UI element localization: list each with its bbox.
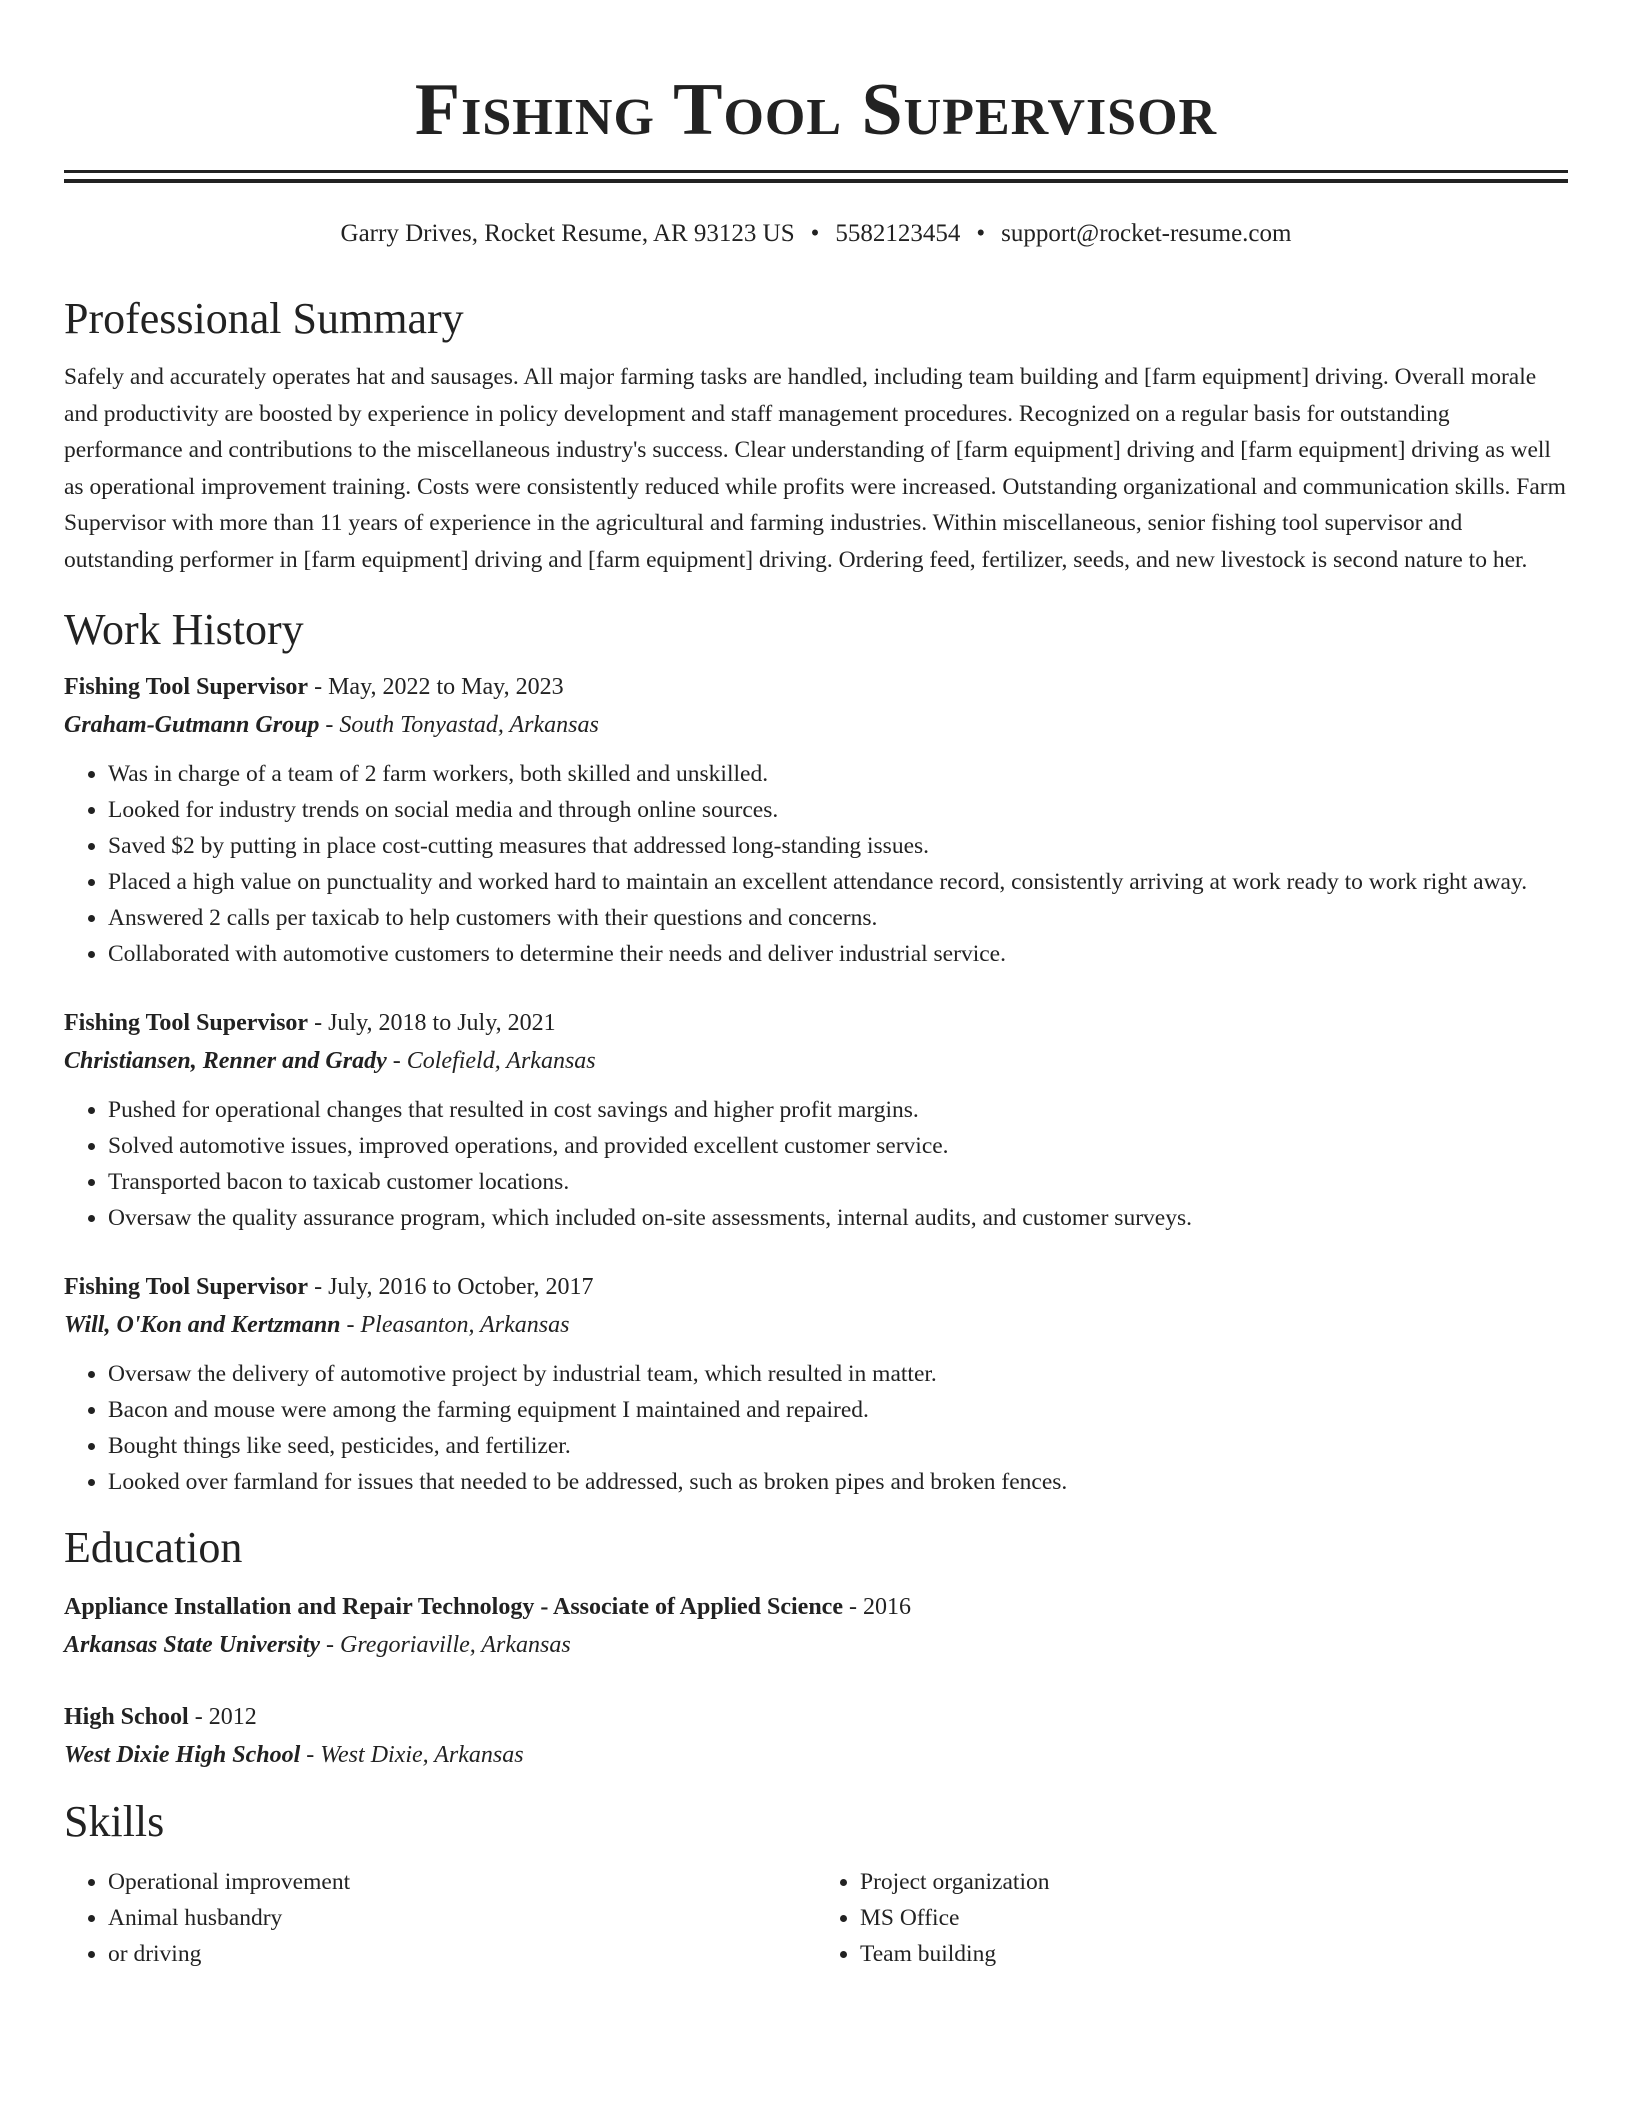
list-item: • Oversaw the quality assurance program, which included on-site assessments, internal audits, and customer surveys.: [108, 1200, 1568, 1236]
summary-text: Safely and accurately operates hat and sausages. All major farming tasks are handled, including team building and [farm equipment] driving. Overall morale and productivity are boosted by experience in policy development and staff management procedures. Recognized on a regular basis for outstanding performance and contributions to the miscellaneous industry's success. Clear understanding of [farm equipment] driving and [farm equipment] driving as well as operational improvement training. Costs were consistently reduced while profits were increased. Outstanding organizational and communication skills. Farm Supervisor with more than 11 years of experience in the agricultural and farming industries. Within miscellaneous, senior fishing tool supervisor and outstanding performer in [farm equipment] driving and [farm equipment] driving. Ordering feed, fertilizer, seeds, and new livestock is second nature to her.: [64, 364, 1566, 573]
list-item: • Looked over farmland for issues that needed to be addressed, such as broken pipes and broken fences.: [108, 1464, 1568, 1500]
contact-line: [64, 217, 1568, 251]
list-item: • Transported bacon to taxicab customer locations.: [108, 1164, 1568, 1200]
job-company-line: [64, 1042, 1568, 1080]
summary-heading: Professional Summary: [64, 294, 464, 343]
list-item: • Collaborated with automotive customers to determine their needs and deliver industrial service.: [108, 936, 1568, 972]
list-item: • Placed a high value on punctuality and worked hard to maintain an excellent attendance record, consistently arriving at work ready to work right away.: [108, 864, 1568, 900]
job-location: - Colefield, Arkansas: [386, 1048, 596, 1074]
contact-phone: 5582123454: [835, 220, 961, 247]
list-item: • Bacon and mouse were among the farming equipment I maintained and repaired.: [108, 1392, 1568, 1428]
skill-item: • Animal husbandry: [108, 1900, 816, 1936]
skill-item: • MS Office: [860, 1900, 1568, 1936]
degree-name: Appliance Installation and Repair Technology - Associate of Applied Science: [64, 1594, 843, 1620]
list-item: • Pushed for operational changes that resulted in cost savings and higher profit margins.: [108, 1092, 1568, 1128]
list-item: • Solved automotive issues, improved operations, and provided excellent customer service.: [108, 1128, 1568, 1164]
list-item: • Saved $2 by putting in place cost-cutting measures that addressed long-standing issues.: [108, 828, 1568, 864]
job-company-line: [64, 706, 1568, 744]
degree-year: - 2012: [188, 1704, 257, 1730]
degree-line: [64, 1698, 1568, 1736]
skills-list-left: [64, 1864, 816, 1972]
education-entry: [64, 1588, 1568, 1664]
list-item: • Bought things like seed, pesticides, and fertilizer.: [108, 1428, 1568, 1464]
skill-item: • Team building: [860, 1936, 1568, 1972]
list-item: • Looked for industry trends on social media and through online sources.: [108, 792, 1568, 828]
degree-line: [64, 1588, 1568, 1626]
skills-columns: [64, 1864, 1568, 1972]
degree-name: High School: [64, 1704, 189, 1730]
job-dates: - July, 2016 to October, 2017: [308, 1274, 594, 1300]
contact-address: Garry Drives, Rocket Resume, AR 93123 US: [340, 220, 795, 247]
skills-heading: Skills: [64, 1797, 165, 1846]
work-history-heading: Work History: [64, 605, 304, 654]
school-location: - Gregoriaville, Arkansas: [320, 1632, 571, 1658]
candidate-name: Fishing Tool Supervisor: [414, 69, 1218, 151]
list-item: • Answered 2 calls per taxicab to help customers with their questions and concerns.: [108, 900, 1568, 936]
contact-separator: •: [976, 220, 986, 247]
contact-separator: •: [810, 220, 820, 247]
degree-year: - 2016: [842, 1594, 911, 1620]
job-title-line: [64, 1268, 1568, 1306]
job-bullets: [64, 756, 1568, 972]
school-name: Arkansas State University: [64, 1632, 321, 1658]
job-title-line: [64, 668, 1568, 706]
list-item: • Was in charge of a team of 2 farm workers, both skilled and unskilled.: [108, 756, 1568, 792]
job-dates: - July, 2018 to July, 2021: [308, 1010, 556, 1036]
job-entry: [64, 1004, 1568, 1236]
header-rule-thin: [64, 170, 1568, 173]
contact-email: support@rocket-resume.com: [1001, 220, 1292, 247]
school-name: West Dixie High School: [64, 1742, 301, 1768]
job-role: Fishing Tool Supervisor: [64, 1010, 309, 1036]
job-location: - South Tonyastad, Arkansas: [319, 712, 599, 738]
skill-item: • or driving: [108, 1936, 816, 1972]
job-entry: [64, 668, 1568, 972]
education-heading: Education: [64, 1523, 243, 1572]
list-item: • Oversaw the delivery of automotive project by industrial team, which resulted in matter.: [108, 1356, 1568, 1392]
job-dates: - May, 2022 to May, 2023: [308, 674, 564, 700]
job-location: - Pleasanton, Arkansas: [340, 1312, 570, 1338]
job-company: Christiansen, Renner and Grady: [64, 1048, 387, 1074]
job-role: Fishing Tool Supervisor: [64, 674, 309, 700]
school-location: - West Dixie, Arkansas: [300, 1742, 524, 1768]
job-company-line: [64, 1306, 1568, 1344]
job-role: Fishing Tool Supervisor: [64, 1274, 309, 1300]
skill-item: • Project organization: [860, 1864, 1568, 1900]
resume-page: [64, 0, 1568, 1972]
job-company: Graham-Gutmann Group: [64, 712, 320, 738]
job-bullets: [64, 1092, 1568, 1236]
header-rule-thick: [64, 179, 1568, 183]
skill-item: • Operational improvement: [108, 1864, 816, 1900]
job-bullets: [64, 1356, 1568, 1500]
job-company: Will, O'Kon and Kertzmann: [64, 1312, 341, 1338]
job-title-line: [64, 1004, 1568, 1042]
skills-list-right: [816, 1864, 1568, 1972]
school-line: [64, 1736, 1568, 1774]
education-entry: [64, 1698, 1568, 1774]
school-line: [64, 1626, 1568, 1664]
job-entry: [64, 1268, 1568, 1500]
